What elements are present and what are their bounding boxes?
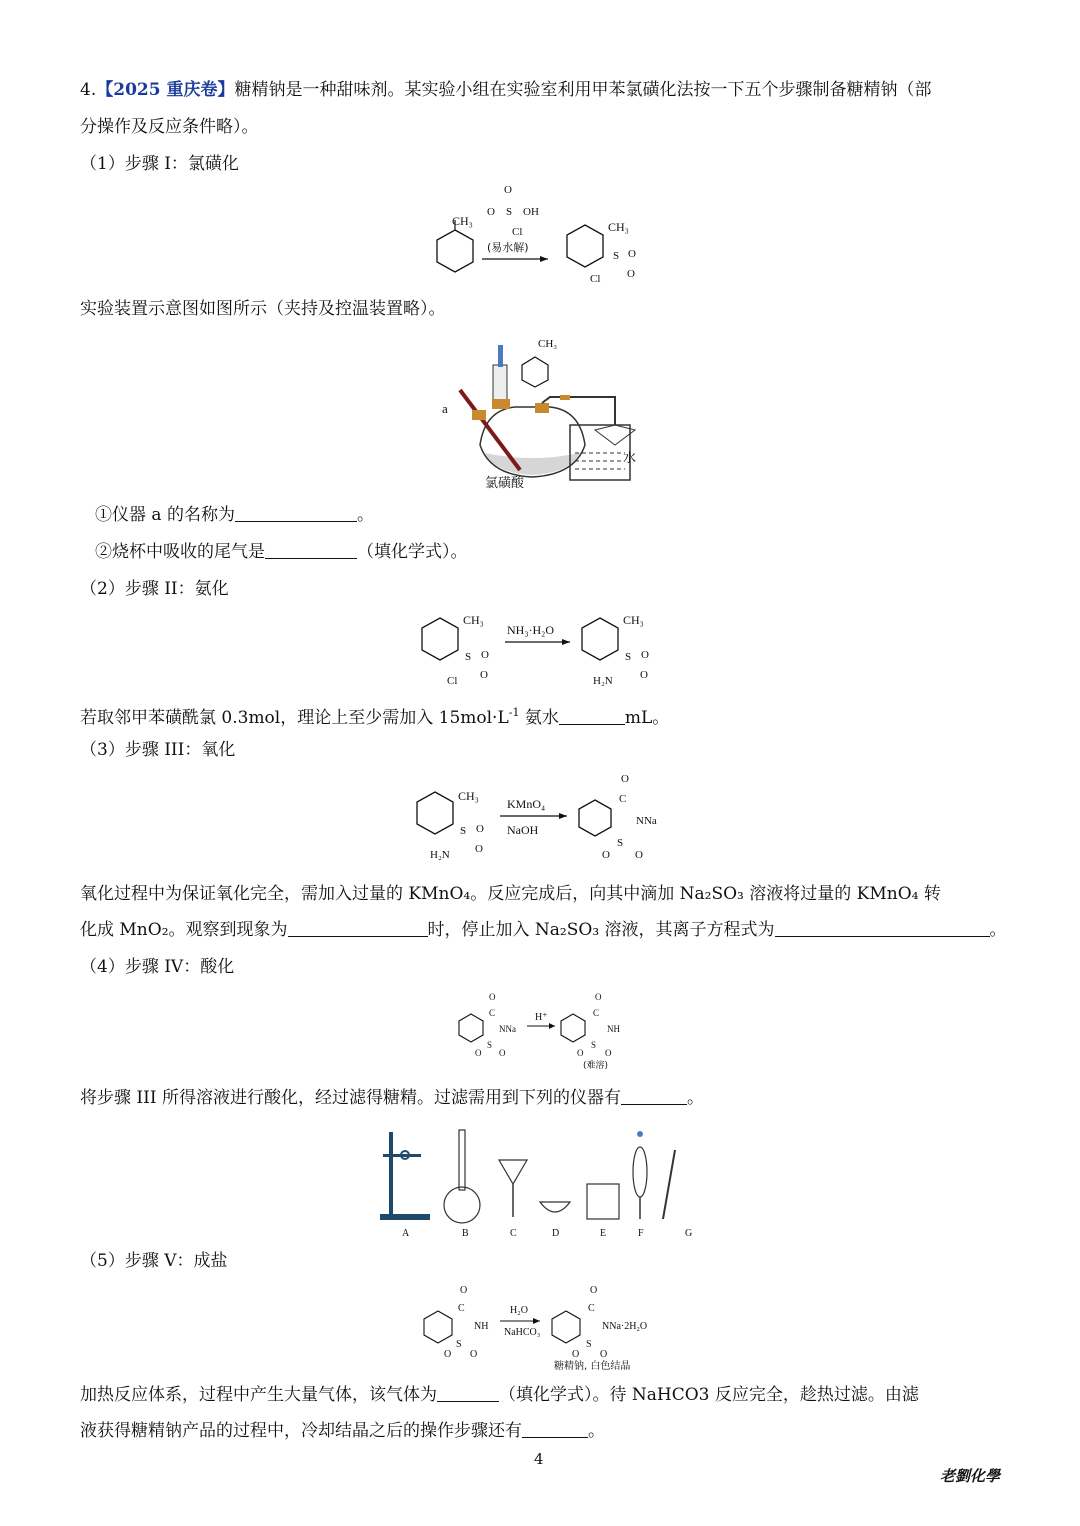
label-B: B	[462, 1228, 469, 1239]
glass-rod-icon	[663, 1150, 675, 1219]
s3-s-2: S	[617, 837, 624, 849]
answer-blank-4[interactable]	[288, 918, 428, 937]
s4-o-2: O	[475, 1048, 482, 1058]
s4-c-2: C	[593, 1008, 600, 1018]
s4-note: (难溶)	[583, 1061, 609, 1071]
step2-question	[80, 701, 669, 730]
beaker-icon	[587, 1184, 619, 1219]
s3-o-1: O	[476, 823, 484, 835]
s3-o-2: O	[475, 843, 483, 855]
s3-h2n: H₂N	[430, 849, 450, 861]
s5-o-4: O	[590, 1285, 598, 1296]
apparatus-ch3: CH₃	[538, 338, 558, 350]
step4-question	[80, 1086, 704, 1110]
s3-o-4: O	[635, 849, 643, 861]
s3-nna: NNa	[636, 815, 657, 827]
s4-c-1: C	[489, 1008, 496, 1018]
s4-s-1: S	[487, 1040, 493, 1050]
gas-tube	[542, 397, 615, 425]
step5-title: （5）步骤 V：成盐	[80, 1251, 228, 1271]
s5-s-1: S	[456, 1339, 462, 1350]
step5-para1	[80, 1383, 919, 1407]
s3-reagent-top: KMnO₄	[507, 797, 546, 811]
step2-title: （2）步骤 II：氨化	[80, 579, 229, 599]
answer-blank-1[interactable]	[235, 503, 357, 522]
s4-o-4: O	[595, 992, 602, 1002]
step4-reaction	[455, 990, 645, 1070]
s5-o-3: O	[470, 1349, 478, 1360]
s2-reagent: NH₃·H₂O	[507, 623, 555, 637]
s4-nna: NNa	[499, 1024, 516, 1034]
label-a: a	[442, 401, 448, 416]
s2-h2n: H₂N	[593, 675, 613, 687]
iron-stand-icon	[380, 1214, 430, 1220]
answer-blank-3[interactable]	[559, 706, 625, 725]
q2-end: （填化学式）。	[357, 542, 468, 562]
s2-q-sup: -1	[508, 706, 520, 719]
page-number: 4	[534, 1450, 544, 1468]
answer-blank-8[interactable]	[522, 1419, 588, 1438]
answer-blank-6[interactable]	[621, 1086, 687, 1105]
reagent-cl: Cl	[512, 226, 523, 238]
step3-para1: 氧化过程中为保证氧化完全，需加入过量的 KMnO₄。反应完成后，向其中滴加 Na₂SO₃ 溶液将过量的 KMnO₄ 转	[80, 884, 941, 904]
step2-reaction	[415, 608, 675, 693]
s5-product-label: NNa·2H₂O	[602, 1321, 648, 1332]
toluene-ring	[437, 230, 473, 272]
s5-p2-a: 液获得糖精钠产品的过程中，冷却结晶之后的操作步骤还有	[80, 1421, 522, 1441]
label-C: C	[510, 1228, 517, 1239]
label-A: A	[402, 1228, 410, 1239]
apparatus-figure	[440, 335, 650, 495]
product-o1: O	[628, 248, 636, 260]
footer-logo: 老劉化學	[939, 1467, 1000, 1485]
s4-o-1: O	[489, 992, 496, 1002]
s5-product-note: 糖精钠, 白色结晶	[554, 1361, 631, 1372]
s5-o-6: O	[600, 1349, 608, 1360]
s5-o-1: O	[460, 1285, 468, 1296]
label-E: E	[600, 1228, 607, 1239]
label-G: G	[685, 1228, 693, 1239]
product-cl: Cl	[590, 273, 601, 285]
s5-nh: NH	[474, 1321, 489, 1332]
s2-q-end: mL。	[624, 708, 670, 728]
s5-reagent-bottom: NaHCO₃	[504, 1327, 541, 1338]
product-o2: O	[627, 268, 635, 280]
s5-p1-b: （填化学式）。待 NaHCO3 反应完全，趁热过滤。由滤	[499, 1385, 919, 1405]
s5-c-1: C	[458, 1303, 465, 1314]
product-s: S	[613, 250, 620, 262]
apparatus-intro: 实验装置示意图如图所示（夹持及控温装置略）。	[80, 299, 446, 319]
s3-ch3: CH₃	[458, 789, 479, 803]
s2-ch3-2: CH₃	[623, 613, 644, 627]
question-number: 4.	[80, 80, 97, 100]
question-intro-line2: 分操作及反应条件略）。	[80, 117, 259, 137]
step1-condition: (易水解)	[487, 241, 529, 254]
funnel-icon	[499, 1160, 527, 1184]
reagent-s: S	[506, 206, 513, 218]
step3-title: （3）步骤 III：氧化	[80, 740, 236, 760]
q1-text: ①仪器 a 的名称为	[95, 505, 235, 525]
separatory-funnel-icon	[633, 1147, 647, 1197]
step1-title: （1）步骤 I：氯磺化	[80, 154, 239, 174]
reagent-oh: OH	[523, 206, 539, 218]
s4-q-text: 将步骤 III 所得溶液进行酸化，经过滤得糖精。过滤需用到下列的仪器有	[80, 1088, 621, 1108]
answer-blank-2[interactable]	[265, 540, 357, 559]
s3-o-3: O	[602, 849, 610, 861]
s4-reagent: H⁺	[535, 1012, 548, 1023]
s2-q-b: 氨水	[519, 708, 559, 728]
s2-cl: Cl	[447, 675, 458, 687]
product-ring	[567, 225, 603, 267]
s4-nh: NH	[607, 1024, 620, 1034]
s3-p2-end: 。	[989, 920, 1007, 940]
instrument-lineup	[375, 1122, 705, 1240]
s5-c-2: C	[588, 1303, 595, 1314]
ch3-label: CH₃	[452, 214, 473, 228]
s3-reagent-bottom: NaOH	[507, 823, 539, 837]
s2-q-a: 若取邻甲苯磺酰氯 0.3mol，理论上至少需加入 15mol·L	[80, 708, 509, 728]
product-ch3: CH₃	[608, 220, 629, 234]
s2-o-2: O	[480, 669, 488, 681]
s2-ch3-1: CH₃	[463, 613, 484, 627]
reagent-o-left: O	[487, 206, 495, 218]
question-tag: 【2025 重庆卷】	[96, 80, 235, 100]
s4-s-2: S	[591, 1040, 597, 1050]
s3-o-top: O	[621, 773, 629, 785]
evaporating-dish-icon	[540, 1202, 570, 1212]
s2-s-2: S	[625, 651, 632, 663]
step1-reaction	[430, 185, 670, 290]
s5-reagent-top: H₂O	[510, 1305, 528, 1316]
reagent-o-top: O	[504, 184, 512, 196]
s3-p2-b: 时，停止加入 Na₂SO₃ 溶液，其离子方程式为	[427, 920, 775, 940]
s3-p2-a: 化成 MnO₂。观察到现象为	[80, 920, 288, 940]
s4-o-3: O	[499, 1048, 506, 1058]
intro-text-1: 糖精钠是一种甜味剂。某实验小组在实验室利用甲苯氯磺化法按一下五个步骤制备糖精钠（部	[234, 80, 932, 100]
s5-o-2: O	[444, 1349, 452, 1360]
label-acid: 氯磺酸	[485, 476, 525, 491]
label-water: 水	[623, 451, 637, 466]
question-1-2	[95, 540, 468, 564]
label-D: D	[552, 1228, 560, 1239]
s5-p1-a: 加热反应体系，过程中产生大量气体，该气体为	[80, 1385, 437, 1405]
s2-s-1: S	[465, 651, 472, 663]
s2-o-4: O	[640, 669, 648, 681]
s5-o-5: O	[572, 1349, 580, 1360]
s4-o-6: O	[605, 1048, 612, 1058]
step3-reaction	[410, 770, 680, 865]
s4-o-5: O	[577, 1048, 584, 1058]
s5-s-2: S	[586, 1339, 592, 1350]
volumetric-flask-icon	[459, 1130, 465, 1190]
s4-q-end: 。	[686, 1088, 704, 1108]
answer-blank-7[interactable]	[437, 1383, 499, 1402]
q1-end: 。	[356, 505, 374, 525]
step3-para2	[80, 918, 1007, 942]
step5-reaction	[420, 1283, 680, 1373]
s2-o-3: O	[641, 649, 649, 661]
q2-text: ②烧杯中吸收的尾气是	[95, 542, 265, 562]
label-F: F	[638, 1228, 644, 1239]
question-1-1	[95, 503, 374, 527]
question-intro-line1	[80, 78, 931, 102]
step4-title: （4）步骤 IV：酸化	[80, 957, 235, 977]
s2-o-1: O	[481, 649, 489, 661]
s3-c: C	[619, 793, 627, 805]
s5-p2-end: 。	[588, 1421, 605, 1441]
answer-blank-5[interactable]	[775, 918, 990, 937]
step5-para2	[80, 1419, 605, 1443]
dropping-funnel	[498, 345, 503, 367]
s3-s-1: S	[460, 825, 467, 837]
